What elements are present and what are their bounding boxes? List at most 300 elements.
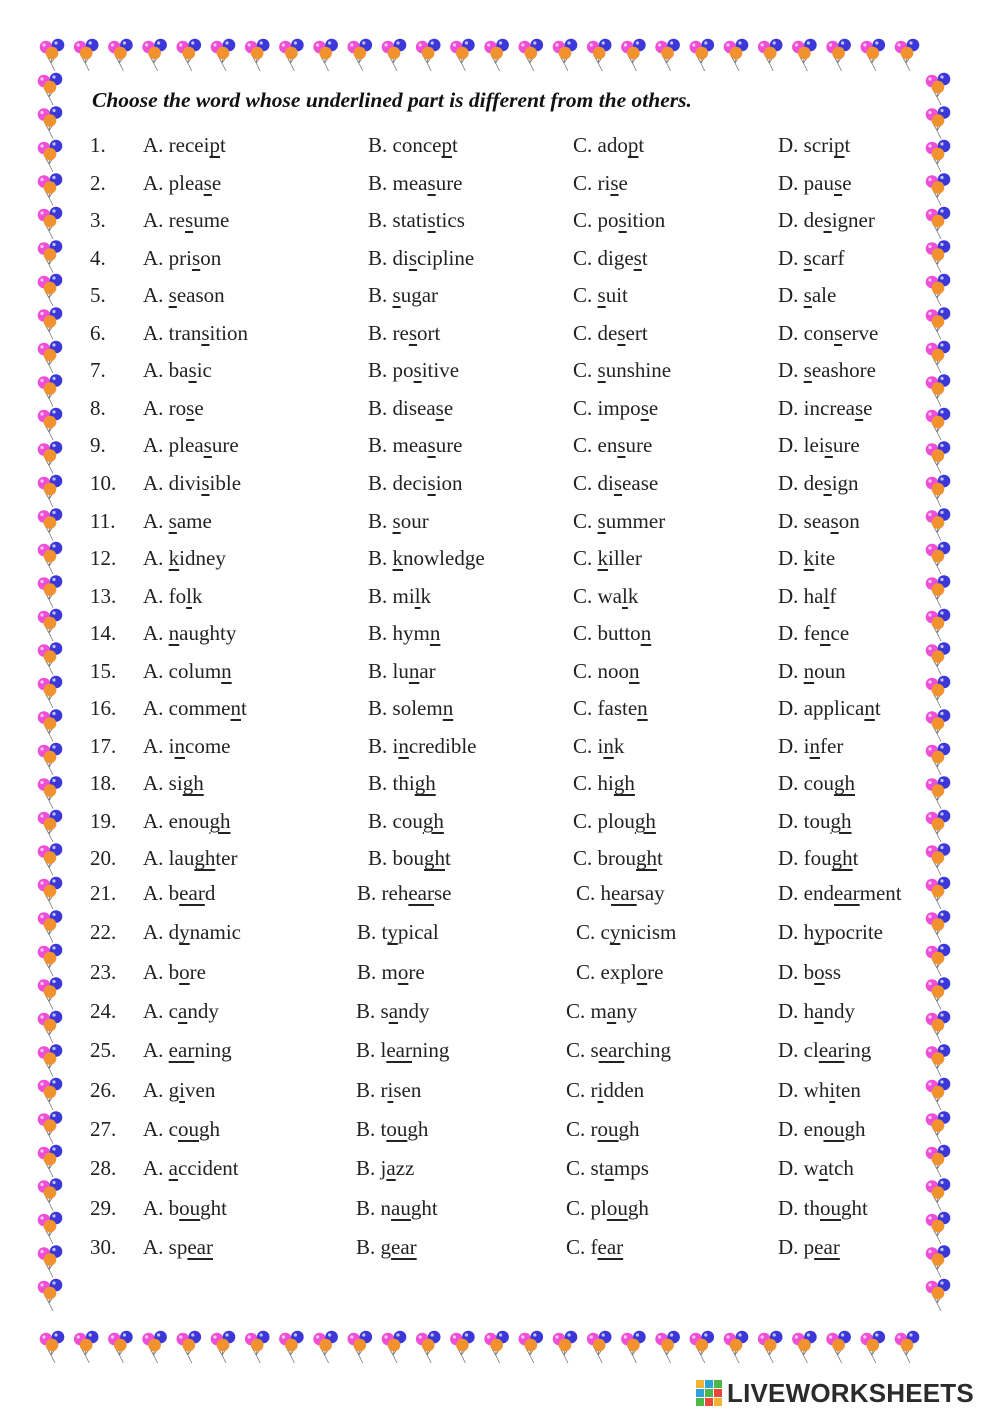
answer-option[interactable] <box>356 1033 449 1067</box>
option-word: folk <box>168 583 203 608</box>
balloon-icon <box>758 1331 783 1363</box>
option-word: cynicism <box>600 920 677 945</box>
option-word: resume <box>168 208 230 233</box>
question-row <box>0 616 1000 650</box>
option-word: lunar <box>392 658 436 683</box>
answer-option[interactable] <box>778 166 852 200</box>
option-letter: D. <box>778 433 799 458</box>
option-letter: B. <box>368 508 388 533</box>
answer-option[interactable] <box>778 1151 854 1185</box>
answer-option[interactable] <box>368 166 463 200</box>
balloon-icon <box>587 39 612 71</box>
balloon-icon <box>621 39 646 71</box>
option-word: kidney <box>168 546 226 571</box>
answer-option[interactable] <box>368 278 438 312</box>
underlined-letters: ou <box>820 1195 842 1220</box>
answer-option[interactable] <box>573 729 624 763</box>
answer-option[interactable] <box>778 353 876 387</box>
underlined-letters: ear <box>168 1038 195 1063</box>
answer-option[interactable] <box>778 841 859 875</box>
underlined-letters: i <box>179 1077 186 1102</box>
underlined-letters: n <box>221 658 232 683</box>
option-letter: C. <box>573 733 593 758</box>
answer-option[interactable] <box>573 766 635 800</box>
option-letter: D. <box>778 320 799 345</box>
answer-option[interactable] <box>143 766 204 800</box>
underlined-letters: s <box>823 470 832 495</box>
answer-option[interactable] <box>778 128 850 162</box>
option-letter: B. <box>368 808 388 833</box>
question-row <box>0 1112 1000 1146</box>
underlined-letters: o <box>814 959 825 984</box>
option-word: watch <box>803 1156 854 1181</box>
answer-option[interactable] <box>143 504 212 538</box>
option-letter: D. <box>778 846 799 871</box>
answer-option[interactable] <box>566 1191 649 1225</box>
answer-option[interactable] <box>143 729 231 763</box>
option-letter: A. <box>143 1038 164 1063</box>
option-letter: C. <box>573 395 593 420</box>
balloon-icon <box>177 39 202 71</box>
option-word: thigh <box>392 771 436 796</box>
answer-option[interactable] <box>566 1230 623 1264</box>
underlined-letters: n <box>640 621 652 646</box>
option-letter: B. <box>368 320 388 345</box>
question-number: 5. <box>90 283 106 308</box>
answer-option[interactable] <box>143 241 221 275</box>
balloon-icon <box>38 1279 63 1311</box>
answer-option[interactable] <box>566 1073 644 1107</box>
underlined-letters: s <box>192 245 201 270</box>
answer-option[interactable] <box>368 466 463 500</box>
balloon-icon <box>484 1331 509 1363</box>
option-letter: B. <box>368 546 388 571</box>
balloon-icon <box>74 1331 99 1363</box>
answer-option[interactable] <box>778 766 855 800</box>
underlined-letters: n <box>864 696 875 721</box>
option-letter: C. <box>573 170 593 195</box>
option-letter: D. <box>778 1156 799 1181</box>
underlined-letters: ear <box>597 1235 624 1260</box>
answer-option[interactable] <box>573 428 652 462</box>
question-number: 23. <box>90 959 117 984</box>
answer-option[interactable] <box>778 1073 861 1107</box>
underlined-letters: ear <box>187 1235 213 1260</box>
option-letter: A. <box>143 546 164 571</box>
answer-option[interactable] <box>778 955 841 989</box>
option-word: script <box>803 133 851 157</box>
answer-option[interactable] <box>368 428 463 462</box>
answer-option[interactable] <box>573 316 648 350</box>
answer-option[interactable] <box>368 616 440 650</box>
underlined-letters: s <box>408 320 418 345</box>
answer-option[interactable] <box>778 1112 866 1146</box>
option-letter: A. <box>143 245 164 270</box>
option-letter: D. <box>778 395 799 420</box>
answer-option[interactable] <box>573 804 656 838</box>
answer-option[interactable] <box>566 1151 649 1185</box>
answer-option[interactable] <box>573 654 640 688</box>
answer-option[interactable] <box>143 1033 232 1067</box>
option-letter: D. <box>778 283 799 308</box>
answer-option[interactable] <box>778 203 875 237</box>
option-letter: B. <box>368 733 388 758</box>
answer-option[interactable] <box>356 994 430 1028</box>
option-word: cough <box>803 771 855 796</box>
question-row <box>0 1230 1000 1264</box>
underlined-letters: s <box>610 170 619 195</box>
question-number: 2. <box>90 170 106 195</box>
answer-option[interactable] <box>143 391 204 425</box>
option-letter: A. <box>143 920 164 945</box>
underlined-letters: s <box>834 320 843 345</box>
answer-option[interactable] <box>143 915 241 949</box>
answer-option[interactable] <box>573 841 663 875</box>
question-row <box>0 466 1000 500</box>
answer-option[interactable] <box>368 766 436 800</box>
underlined-letters: a <box>168 1156 178 1181</box>
answer-option[interactable] <box>778 1191 868 1225</box>
underlined-letters: s <box>427 170 436 195</box>
underlined-letters: n <box>629 658 640 683</box>
underlined-letters: o <box>636 959 648 984</box>
answer-option[interactable] <box>368 353 459 387</box>
answer-option[interactable] <box>143 428 239 462</box>
option-word: fence <box>803 621 850 646</box>
option-word: gear <box>380 1235 417 1260</box>
option-letter: B. <box>356 1117 376 1142</box>
option-letter: A. <box>143 1077 164 1102</box>
option-word: sugar <box>392 283 439 308</box>
answer-option[interactable] <box>573 541 642 575</box>
underlined-letters: ou <box>597 1117 619 1142</box>
option-letter: B. <box>368 133 388 157</box>
option-word: bought <box>168 1195 228 1220</box>
answer-option[interactable] <box>566 1033 671 1067</box>
answer-option[interactable] <box>778 994 855 1028</box>
underlined-letters: s <box>617 433 626 458</box>
question-number: 9. <box>90 433 106 458</box>
option-letter: C. <box>573 470 593 495</box>
option-word: please <box>168 170 222 195</box>
answer-option[interactable] <box>566 994 637 1028</box>
underlined-letters: ou <box>823 1117 845 1142</box>
underlined-letters: s <box>617 320 626 345</box>
underlined-letters: s <box>203 433 212 458</box>
option-letter: A. <box>143 283 164 308</box>
answer-option[interactable] <box>573 353 671 387</box>
question-row <box>0 766 1000 800</box>
answer-option[interactable] <box>356 1191 438 1225</box>
option-word: enough <box>803 1117 866 1142</box>
answer-option[interactable] <box>573 278 628 312</box>
question-number: 21. <box>90 881 117 905</box>
option-letter: D. <box>778 920 799 945</box>
balloon-icon <box>450 39 475 71</box>
balloon-icon <box>177 1331 202 1363</box>
option-word: pleasure <box>168 433 239 458</box>
answer-option[interactable] <box>573 128 644 162</box>
answer-option[interactable] <box>143 876 215 910</box>
option-word: sunshine <box>597 358 672 383</box>
answer-option[interactable] <box>143 1230 213 1264</box>
answer-option[interactable] <box>573 691 648 725</box>
answer-option[interactable] <box>356 1112 428 1146</box>
underlined-letters: p <box>627 133 639 157</box>
option-word: decision <box>392 470 463 495</box>
answer-option[interactable] <box>573 241 648 275</box>
answer-option[interactable] <box>143 579 203 613</box>
answer-option[interactable] <box>368 729 476 763</box>
question-row <box>0 166 1000 200</box>
answer-option[interactable] <box>143 841 237 875</box>
answer-option[interactable] <box>573 616 651 650</box>
balloon-icon <box>313 39 338 71</box>
answer-option[interactable] <box>778 804 852 838</box>
option-letter: A. <box>143 508 164 533</box>
option-word: pause <box>803 170 852 195</box>
answer-option[interactable] <box>368 579 431 613</box>
answer-option[interactable] <box>573 166 628 200</box>
option-word: handy <box>803 999 855 1024</box>
option-word: solemn <box>392 696 454 721</box>
answer-option[interactable] <box>143 128 226 162</box>
answer-option[interactable] <box>143 1151 239 1185</box>
option-letter: A. <box>143 733 164 758</box>
option-word: naughty <box>168 621 237 646</box>
underlined-letters: s <box>427 433 436 458</box>
option-word: fear <box>590 1235 624 1260</box>
underlined-letters: s <box>413 358 422 383</box>
answer-option[interactable] <box>368 841 451 875</box>
balloon-icon <box>450 1331 475 1363</box>
answer-option[interactable] <box>368 541 485 575</box>
answer-option[interactable] <box>143 804 231 838</box>
option-letter: C. <box>573 696 593 721</box>
answer-option[interactable] <box>778 1230 840 1264</box>
option-word: spear <box>168 1235 213 1260</box>
balloon-icon <box>895 39 920 71</box>
answer-option[interactable] <box>573 579 638 613</box>
option-letter: B. <box>357 920 377 945</box>
underlined-letters: gh <box>830 808 852 833</box>
balloon-icon <box>74 39 99 71</box>
underlined-letters: s <box>597 358 606 383</box>
option-word: pear <box>803 1235 840 1260</box>
answer-option[interactable] <box>368 691 453 725</box>
balloon-icon <box>484 39 509 71</box>
option-word: clearing <box>803 1038 872 1063</box>
question-row <box>0 579 1000 613</box>
option-word: hearsay <box>600 881 665 905</box>
underlined-letters: n <box>603 733 614 758</box>
question-number: 29. <box>90 1195 117 1220</box>
answer-option[interactable] <box>778 241 845 275</box>
answer-option[interactable] <box>368 316 440 350</box>
underlined-letters: au <box>391 1195 411 1220</box>
option-word: learning <box>380 1038 450 1063</box>
option-letter: A. <box>143 771 164 796</box>
question-row <box>0 391 1000 425</box>
underlined-letters: n <box>809 733 821 758</box>
option-word: discipline <box>392 245 475 270</box>
option-letter: B. <box>356 1235 376 1260</box>
answer-option[interactable] <box>143 278 225 312</box>
answer-option[interactable] <box>778 876 902 910</box>
option-word: knowledge <box>392 546 485 571</box>
option-word: desert <box>597 320 648 345</box>
question-row <box>0 504 1000 538</box>
answer-option[interactable] <box>143 166 221 200</box>
answer-option[interactable] <box>573 466 658 500</box>
option-word: bought <box>392 846 451 871</box>
answer-option[interactable] <box>368 391 453 425</box>
question-row <box>0 128 1000 162</box>
underlined-letters: n <box>408 658 420 683</box>
answer-option[interactable] <box>143 1073 215 1107</box>
question-number: 14. <box>90 621 117 646</box>
option-word: jazz <box>380 1156 415 1181</box>
answer-option[interactable] <box>778 729 843 763</box>
balloon-icon <box>724 1331 749 1363</box>
question-number: 11. <box>90 508 116 533</box>
option-word: half <box>803 583 837 608</box>
option-letter: A. <box>143 170 164 195</box>
question-number: 3. <box>90 208 106 233</box>
answer-option[interactable] <box>778 316 878 350</box>
option-letter: C. <box>566 1117 586 1142</box>
option-letter: C. <box>573 208 593 233</box>
answer-option[interactable] <box>573 391 658 425</box>
option-letter: B. <box>368 658 388 683</box>
option-word: sale <box>803 283 837 308</box>
answer-option[interactable] <box>778 691 881 725</box>
option-word: measure <box>392 433 463 458</box>
underlined-letters: ear <box>179 881 205 905</box>
answer-option[interactable] <box>778 278 836 312</box>
option-word: laughter <box>168 846 238 871</box>
balloon-icon <box>142 1331 167 1363</box>
answer-option[interactable] <box>143 616 236 650</box>
answer-option[interactable] <box>368 654 436 688</box>
answer-option[interactable] <box>778 1033 871 1067</box>
underlined-letters: ear <box>611 881 637 905</box>
option-word: prison <box>168 245 222 270</box>
underlined-letters: y <box>814 920 825 945</box>
answer-option[interactable] <box>143 353 212 387</box>
option-letter: B. <box>356 1156 376 1181</box>
question-row <box>0 994 1000 1028</box>
option-word: accident <box>168 1156 239 1181</box>
answer-option[interactable] <box>576 955 664 989</box>
answer-option[interactable] <box>143 203 229 237</box>
answer-option[interactable] <box>778 654 846 688</box>
option-letter: C. <box>576 920 596 945</box>
option-letter: C. <box>573 283 593 308</box>
answer-option[interactable] <box>143 541 226 575</box>
answer-option[interactable] <box>143 994 219 1028</box>
underlined-letters: s <box>435 395 444 420</box>
answer-option[interactable] <box>143 654 232 688</box>
option-letter: C. <box>573 846 593 871</box>
option-word: season <box>168 283 225 308</box>
option-letter: A. <box>143 395 164 420</box>
answer-option[interactable] <box>566 1112 640 1146</box>
option-letter: B. <box>368 771 388 796</box>
option-word: button <box>597 621 652 646</box>
option-letter: B. <box>356 999 376 1024</box>
question-number: 4. <box>90 245 106 270</box>
answer-option[interactable] <box>576 876 665 910</box>
answer-option[interactable] <box>357 955 425 989</box>
option-word: measure <box>392 170 463 195</box>
answer-option[interactable] <box>576 915 676 949</box>
answer-option[interactable] <box>778 915 883 949</box>
answer-option[interactable] <box>368 241 474 275</box>
answer-option[interactable] <box>778 504 860 538</box>
answer-option[interactable] <box>573 203 665 237</box>
option-letter: A. <box>143 358 164 383</box>
underlined-letters: s <box>185 208 194 233</box>
underlined-letters: l <box>823 583 830 608</box>
answer-option[interactable] <box>368 804 444 838</box>
answer-option[interactable] <box>356 1073 421 1107</box>
option-letter: A. <box>143 470 164 495</box>
answer-option[interactable] <box>143 466 241 500</box>
option-letter: D. <box>778 1077 799 1102</box>
underlined-letters: l <box>414 583 421 608</box>
answer-option[interactable] <box>778 541 835 575</box>
underlined-letters: a <box>814 999 824 1024</box>
option-letter: D. <box>778 808 799 833</box>
option-letter: C. <box>573 808 593 833</box>
answer-option[interactable] <box>778 391 872 425</box>
underlined-letters: s <box>854 395 864 420</box>
answer-option[interactable] <box>778 616 849 650</box>
answer-option[interactable] <box>357 876 451 910</box>
option-letter: B. <box>368 696 388 721</box>
answer-option[interactable] <box>143 1112 220 1146</box>
option-word: whiten <box>803 1077 861 1102</box>
balloon-icon <box>826 1331 851 1363</box>
answer-option[interactable] <box>778 428 860 462</box>
option-word: position <box>597 208 666 233</box>
answer-option[interactable] <box>143 691 247 725</box>
option-letter: B. <box>368 170 388 195</box>
answer-option[interactable] <box>357 915 439 949</box>
answer-option[interactable] <box>368 504 429 538</box>
answer-option[interactable] <box>143 316 248 350</box>
underlined-letters: gh <box>182 771 204 796</box>
option-letter: C. <box>566 999 586 1024</box>
balloon-icon <box>38 73 63 105</box>
answer-option[interactable] <box>356 1230 417 1264</box>
underlined-letters: ear <box>391 1235 417 1260</box>
underlined-letters: gh <box>634 808 656 833</box>
option-letter: C. <box>573 771 593 796</box>
option-letter: C. <box>566 1077 586 1102</box>
answer-option[interactable] <box>778 579 836 613</box>
answer-option[interactable] <box>143 1191 227 1225</box>
answer-option[interactable] <box>143 955 206 989</box>
answer-option[interactable] <box>573 504 665 538</box>
answer-option[interactable] <box>778 466 859 500</box>
answer-option[interactable] <box>368 128 458 162</box>
balloon-icon <box>40 39 65 71</box>
answer-option[interactable] <box>356 1151 414 1185</box>
answer-option[interactable] <box>368 203 465 237</box>
underlined-letters: y <box>179 920 190 945</box>
